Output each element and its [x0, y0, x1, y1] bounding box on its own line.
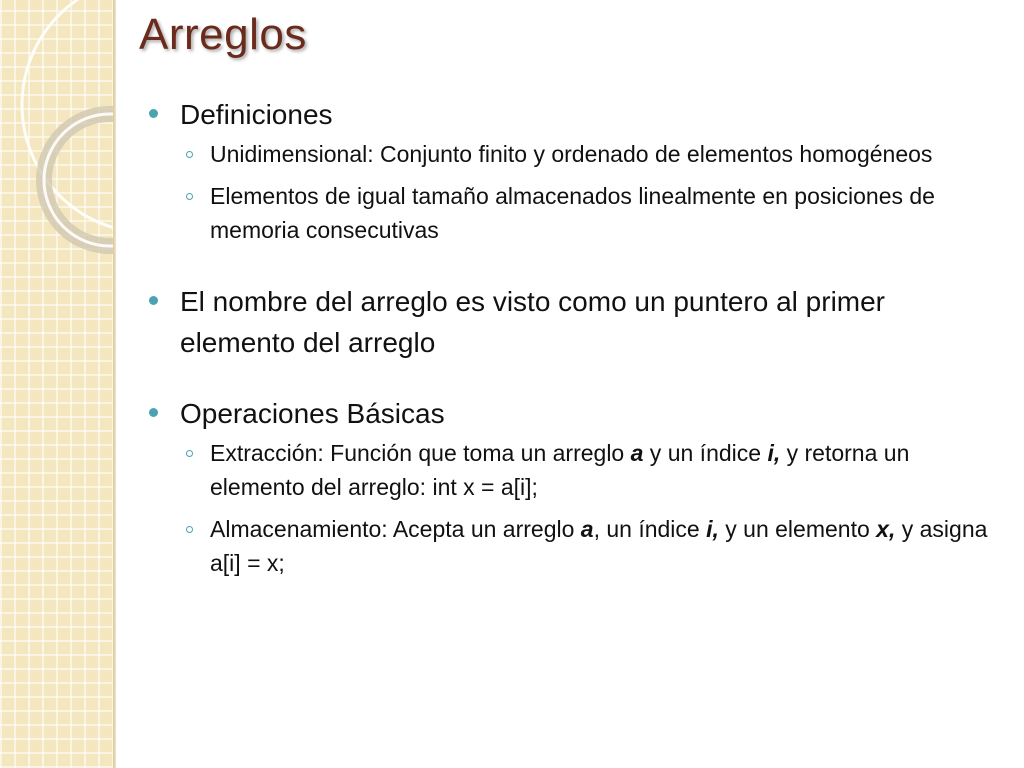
bullet-dot-icon [149, 408, 158, 417]
bullet-nombre-arreglo [148, 281, 998, 363]
bullet-definiciones [148, 94, 998, 135]
text-run: , un índice [593, 516, 707, 542]
sub-bullet-ring-icon [186, 193, 193, 200]
side-panel-edge [113, 0, 116, 768]
sub-bullet-ring-icon [186, 526, 193, 533]
sub-item-text: Unidimensional: Conjunto finito y ordenado de elementos homogéneos [210, 141, 933, 167]
decorative-rings [0, 0, 113, 260]
bullet-text: Operaciones Básicas [180, 398, 445, 429]
bullet-dot-icon [149, 109, 158, 118]
bullet-dot-icon [149, 296, 158, 305]
slide-content [148, 94, 998, 588]
sub-bullet-ring-icon [186, 450, 193, 457]
text-run: y retorna un elemento del arreglo: int x = a[i]; [210, 440, 910, 500]
text-run: Almacenamiento: Acepta un arreglo [210, 516, 581, 542]
bullet-text: El nombre del arreglo es visto como un puntero al primer elemento del arreglo [180, 286, 886, 358]
decorative-side-panel [0, 0, 113, 768]
text-run: y asigna a[i] = x; [210, 516, 988, 576]
sub-item-unidimensional [148, 137, 998, 171]
emphasis-var-i: i, [706, 516, 719, 542]
sub-list-operaciones [148, 436, 998, 580]
sub-item-extraccion [148, 436, 998, 504]
sub-item-almacenamiento [148, 512, 998, 580]
emphasis-var-i: i, [767, 440, 781, 466]
bullet-operaciones [148, 393, 998, 434]
bullet-text: Definiciones [180, 99, 333, 130]
sub-item-text: Elementos de igual tamaño almacenados linealmente en posiciones de memoria consecutivas [210, 183, 935, 243]
text-run: y un elemento [718, 516, 877, 542]
sub-item-elementos [148, 179, 998, 247]
emphasis-var-a: a [580, 516, 594, 542]
emphasis-var-x: x, [876, 516, 896, 542]
text-run: Extracción: Función que toma un arreglo [210, 440, 631, 466]
slide-title: Arreglos [139, 10, 307, 59]
sub-bullet-ring-icon [186, 151, 193, 158]
emphasis-var-a: a [630, 440, 644, 466]
text-run: y un índice [643, 440, 768, 466]
sub-list-definiciones [148, 137, 998, 247]
